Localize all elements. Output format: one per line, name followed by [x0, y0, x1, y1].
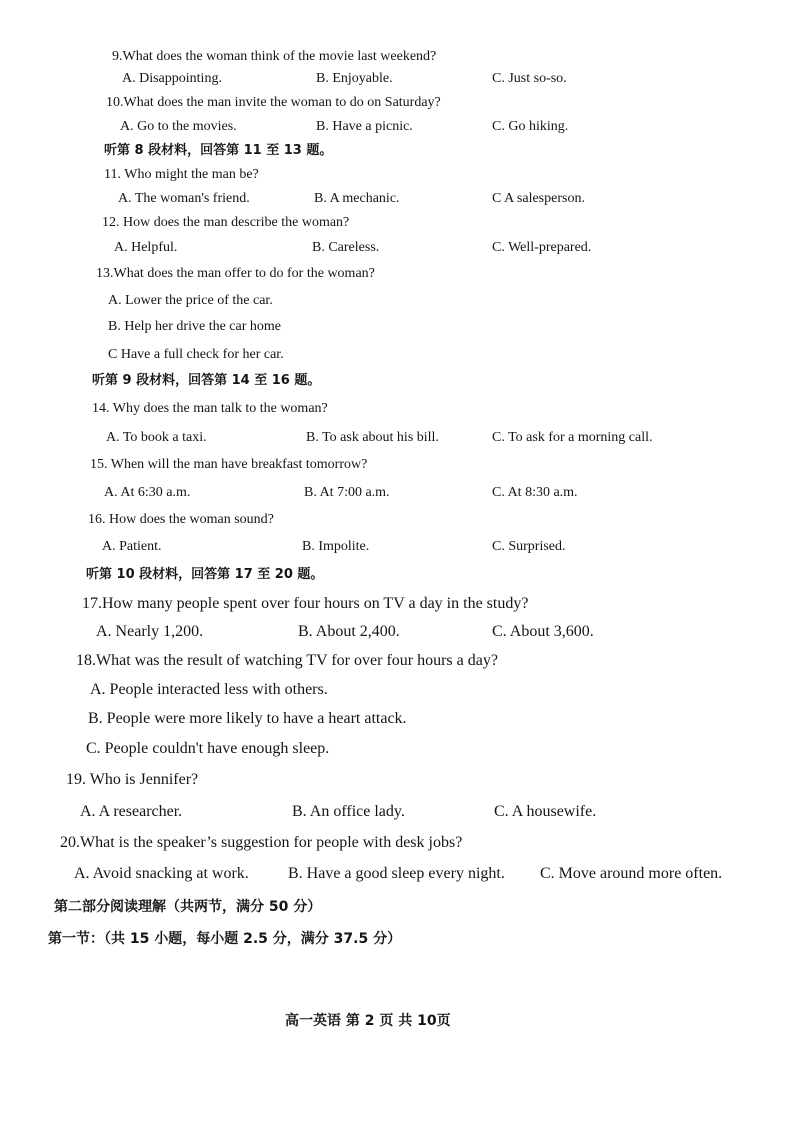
option-b: B. A mechanic.	[314, 191, 400, 206]
question-16-stem: 16. How does the woman sound?	[88, 512, 274, 527]
option-b: B. Impolite.	[302, 539, 370, 554]
option-a: A. The woman's friend.	[118, 191, 250, 206]
option-c: C. Move around more often.	[540, 865, 723, 882]
question-19-stem: 19. Who is Jennifer?	[66, 771, 199, 788]
question-17-stem: 17.How many people spent over four hours on TV a day in the study?	[82, 595, 529, 612]
option-b: B. Careless.	[312, 240, 380, 255]
option-a: A. Helpful.	[114, 240, 178, 255]
option-a: A. Go to the movies.	[120, 119, 237, 134]
option-c: C. At 8:30 a.m.	[492, 485, 578, 500]
option-c: C. Surprised.	[492, 539, 566, 554]
question-20-stem: 20.What is the speaker’s suggestion for people with desk jobs?	[60, 834, 463, 851]
option-a: A. Avoid snacking at work.	[74, 865, 249, 882]
question-18-option-b: B. People were more likely to have a heart attack.	[88, 710, 407, 727]
question-13-stem: 13.What does the man offer to do for the woman?	[96, 266, 375, 281]
option-c: C. About 3,600.	[492, 623, 594, 640]
option-b: B. Have a good sleep every night.	[288, 865, 505, 882]
option-b: B. To ask about his bill.	[306, 430, 439, 445]
option-b: B. An office lady.	[292, 803, 405, 820]
option-a: A. Patient.	[102, 539, 162, 554]
option-a: A. Nearly 1,200.	[96, 623, 204, 640]
option-a: A. A researcher.	[80, 803, 183, 820]
option-c: C. Well-prepared.	[492, 240, 592, 255]
question-18-option-a: A. People interacted less with others.	[90, 681, 328, 698]
option-a: A. At 6:30 a.m.	[104, 485, 191, 500]
option-b: B. About 2,400.	[298, 623, 400, 640]
section-heading-reading-1: 第一节：（共 15 小题，每小题 2.5 分，满分 37.5 分）	[48, 931, 402, 947]
question-18-stem: 18.What was the result of watching TV for over four hours a day?	[76, 652, 498, 669]
question-10-stem: 10.What does the man invite the woman to do on Saturday?	[106, 95, 441, 110]
question-15-stem: 15. When will the man have breakfast tomorrow?	[90, 457, 368, 472]
option-c: C. Just so-so.	[492, 71, 567, 86]
question-12-stem: 12. How does the man describe the woman?	[102, 215, 350, 230]
question-9-stem: 9.What does the woman think of the movie last weekend?	[112, 49, 437, 64]
option-b: B. Enjoyable.	[316, 71, 393, 86]
question-13-option-c: C Have a full check for her car.	[108, 347, 284, 362]
question-11-stem: 11. Who might the man be?	[104, 167, 259, 182]
option-c: C. To ask for a morning call.	[492, 430, 653, 445]
option-c: C. A housewife.	[494, 803, 597, 820]
part-heading-reading: 第二部分阅读理解（共两节，满分 50 分）	[54, 899, 322, 915]
option-a: A. Disappointing.	[122, 71, 222, 86]
section-heading-9: 听第 9 段材料，回答第 14 至 16 题。	[92, 373, 321, 388]
option-c: C. Go hiking.	[492, 119, 569, 134]
page-footer: 高一英语 第 2 页 共 10页	[285, 1013, 451, 1029]
section-heading-8: 听第 8 段材料，回答第 11 至 13 题。	[104, 143, 333, 158]
question-14-stem: 14. Why does the man talk to the woman?	[92, 401, 328, 416]
option-b: B. At 7:00 a.m.	[304, 485, 390, 500]
option-a: A. To book a taxi.	[106, 430, 207, 445]
section-heading-10: 听第 10 段材料，回答第 17 至 20 题。	[86, 567, 324, 582]
question-13-option-b: B. Help her drive the car home	[108, 319, 281, 334]
option-b: B. Have a picnic.	[316, 119, 413, 134]
question-18-option-c: C. People couldn't have enough sleep.	[86, 740, 330, 757]
option-c: C A salesperson.	[492, 191, 585, 206]
question-13-option-a: A. Lower the price of the car.	[108, 293, 273, 308]
